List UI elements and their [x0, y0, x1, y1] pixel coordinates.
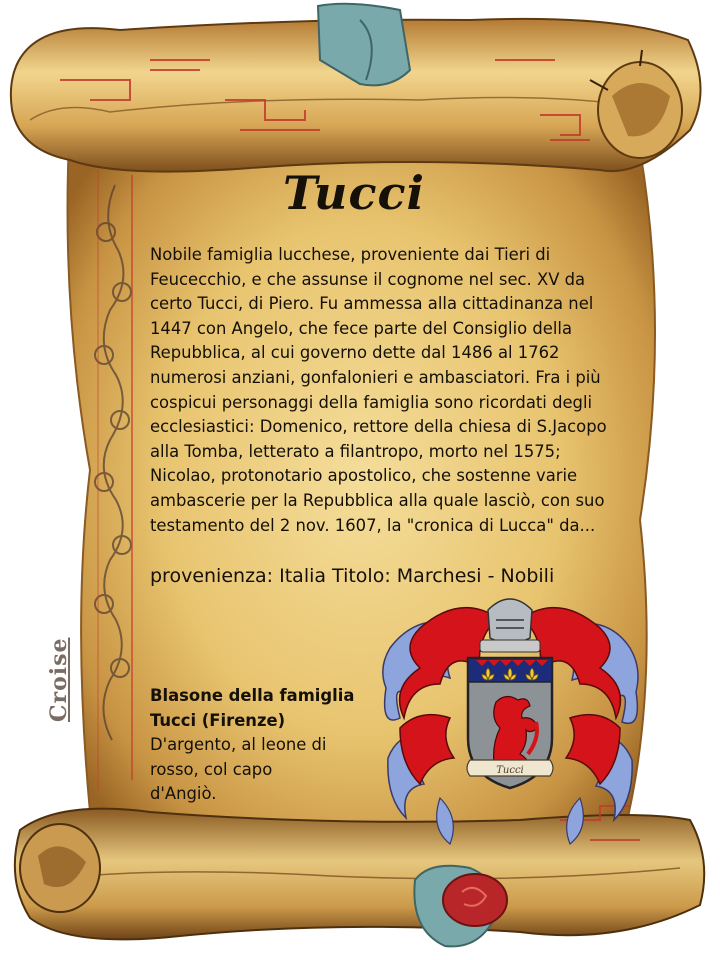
history-line: certo Tucci, di Piero. Fu ammessa alla cittadinanza nel [150, 294, 594, 314]
history-paragraph [150, 243, 640, 538]
history-line: 1447 con Angelo, che fece parte del Consiglio della [150, 318, 573, 338]
history-line: Feucecchio, e che assunse il cognome nel sec. XV da [150, 269, 586, 289]
blason-heading: Blasone della famiglia [150, 686, 355, 705]
history-line: Nicolao, protonotario apostolico, che sostenne varie [150, 466, 578, 486]
blason-block [150, 684, 380, 807]
family-title [283, 166, 425, 220]
blason-description: rosso, col capo [150, 759, 273, 779]
history-line: alla Tomba, letterato a filantropo, morto nel 1575; [150, 441, 561, 461]
blason-description: D'argento, al leone di [150, 735, 327, 754]
side-mark: Croise [46, 637, 72, 722]
history-line: Nobile famiglia lucchese, proveniente dai Tieri di [150, 245, 551, 264]
blason-description: d'Angiò. [150, 784, 217, 803]
blason-heading: Tucci (Firenze) [150, 710, 286, 730]
history-line: Repubblica, al cui governo dette dal 1486 al 1762 [150, 343, 560, 363]
history-line: cospicui personaggi della famiglia sono ricordati degli [150, 392, 593, 412]
crest-label: Tucci [496, 765, 524, 776]
history-line: ambascerie per la Repubblica alla quale lasciò, con suo [150, 490, 605, 510]
provenance-line: provenienza: Italia Titolo: Marchesi - Nobili [150, 565, 555, 587]
helmet-icon [480, 599, 540, 652]
family-title-text: Tucci [283, 166, 425, 220]
history-line: ecclesiastici: Domenico, rettore della chiesa di S.Jacopo [150, 417, 607, 437]
history-line: testamento del 2 nov. 1607, la "cronica di Lucca" da... [150, 515, 596, 535]
coat-of-arms-icon [380, 588, 640, 850]
history-line: numerosi anziani, gonfalonieri e ambasciatori. Fra i più [150, 367, 601, 387]
